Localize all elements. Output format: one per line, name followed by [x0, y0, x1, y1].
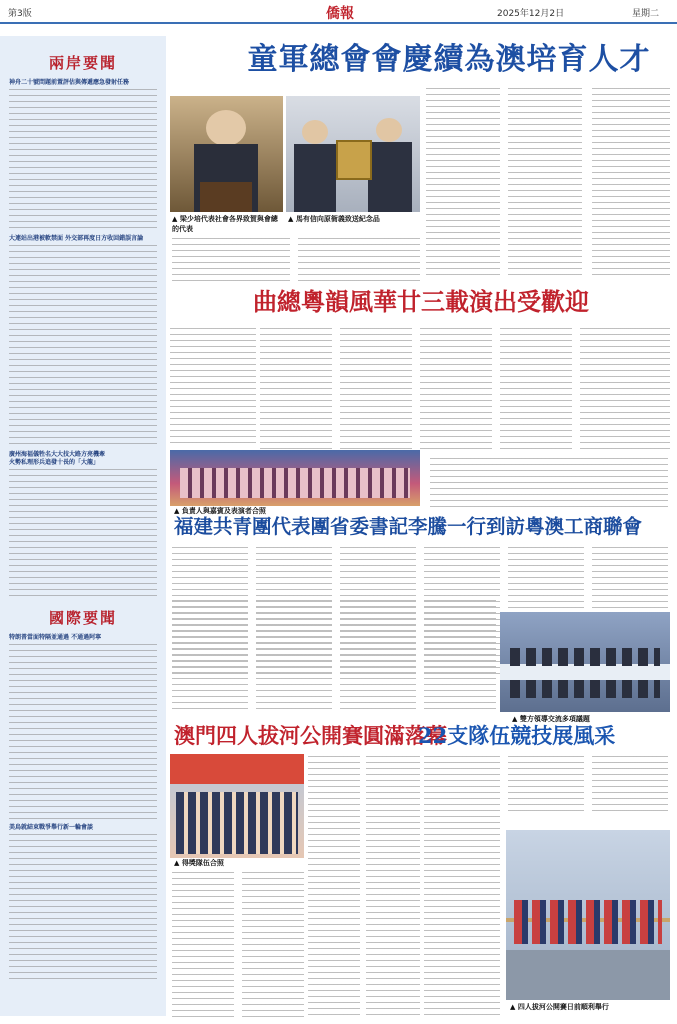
article-title-opera: 曲總粵韻風華廿三載演出受歡迎 — [253, 287, 589, 316]
sidebar-headline: 特朗普當面特隔並通過 不通過阿寧 — [9, 634, 102, 641]
article-title-tugofwar-2: 22支隊伍競技展風采 — [418, 723, 616, 748]
photo-fujian-meeting — [500, 612, 670, 712]
article-body-tugofwar-3 — [424, 756, 668, 812]
caption-tugofwar-winners: ▲ 得獎隊伍合照 — [174, 858, 224, 868]
article-body-tugofwar-1 — [308, 756, 420, 1018]
photo-award — [286, 96, 420, 212]
sidebar-headline: 神舟二十號問題前置評估與傳遞應急發射任務 — [9, 79, 130, 86]
photo-speaker — [170, 96, 283, 212]
section-title-international: 國際要聞 — [48, 609, 117, 627]
masthead-logo: 僑報 — [326, 6, 354, 22]
article-body-opera-2 — [430, 458, 668, 510]
sidebar-headline: 廣州海福儀牲名大大技大路方亮機牽 火勢私理形兵追發十長的「大龍」 — [9, 451, 106, 466]
issue-date: 2025年12月2日 — [497, 9, 565, 19]
caption-opera: ▲ 負責人與嘉賓及表演者合照 — [174, 506, 266, 516]
photo-opera-group — [170, 450, 420, 506]
caption-award: ▲ 馬有信向原衙義致送紀念品 — [288, 214, 380, 224]
sidebar-article-body — [9, 89, 157, 229]
article-body-opera — [260, 328, 670, 450]
photo-tugofwar-match — [506, 830, 670, 1000]
caption-tugofwar-match: ▲ 四人拔河公開賽日前順利舉行 — [510, 1002, 609, 1012]
article-body-tugofwar-2 — [172, 872, 304, 1018]
article-title-fujian: 福建共青團代表團省委書記李騰一行到訪粵澳工商聯會 — [174, 515, 643, 538]
caption-fujian: ▲ 雙方領導交流多項議題 — [512, 714, 590, 724]
sidebar-news-column — [0, 36, 166, 1016]
caption-speaker: ▲ 梁少培代表社會各界致賀與會總的代表 — [172, 214, 282, 234]
sidebar-article-body — [9, 644, 157, 819]
article-body-fujian-2 — [172, 600, 496, 710]
issue-weekday: 星期二 — [632, 9, 660, 19]
page-header — [0, 0, 677, 24]
sidebar-article-body — [9, 834, 157, 984]
sidebar-headline: 大連站出港被軟禁面 外交部再度日方收回錯誤言論 — [9, 235, 144, 242]
article-body-tugofwar-4 — [424, 816, 500, 1016]
article-body-scouts-1 — [172, 238, 420, 286]
article-title-tugofwar: 澳門四人拔河公開賽圓滿落幕 — [174, 723, 447, 748]
sidebar-headline: 美烏就結束戰爭舉行新一輪會談 — [9, 824, 94, 831]
section-title-cross-strait: 兩岸要聞 — [48, 54, 117, 72]
photo-tugofwar-winners — [170, 754, 304, 858]
article-body-opera-lead — [170, 328, 256, 448]
article-body-scouts-2 — [426, 88, 670, 280]
sidebar-article-body — [9, 469, 157, 599]
title-divider — [418, 292, 668, 300]
article-title-scouts: 童軍總會會慶續為澳培育人才 — [247, 42, 651, 77]
page-number: 第3版 — [8, 9, 32, 19]
sidebar-article-body — [9, 245, 157, 445]
